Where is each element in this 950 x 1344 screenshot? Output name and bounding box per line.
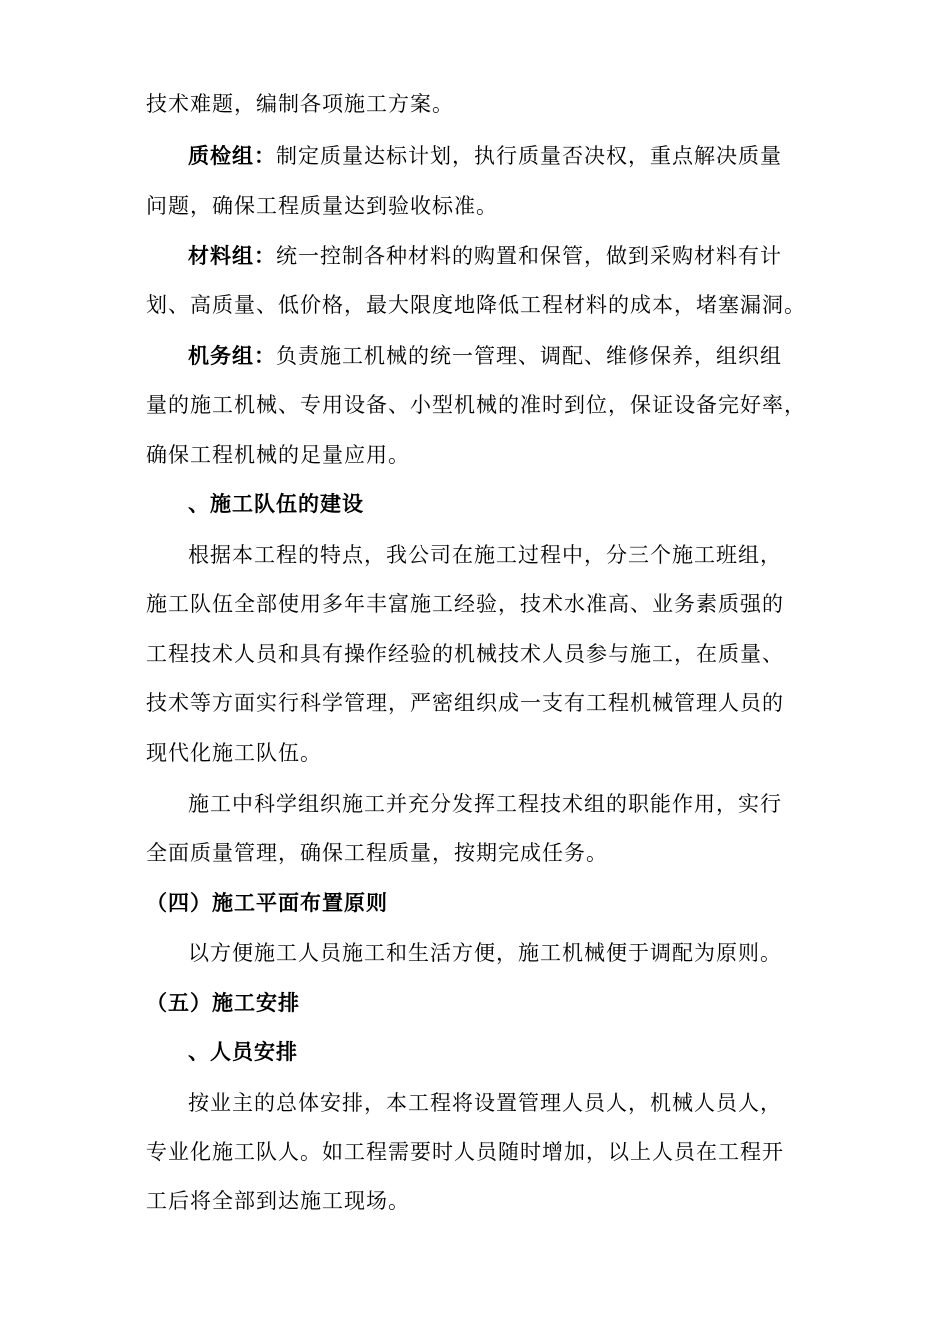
paragraph-line: 施工队伍全部使用多年丰富施工经验，技术水准高、业务素质强的 [146,592,784,616]
section-heading-team: 、施工队伍的建设 [188,491,364,516]
paragraph-line: 技术难题，编制各项施工方案。 [146,92,454,116]
quality-label: 质检组： [188,143,276,168]
paragraph-line: 确保工程机械的足量应用。 [146,443,410,467]
paragraph-line: 专业化施工队人。如工程需要时人员随时增加，以上人员在工程开 [146,1140,784,1164]
section-heading-staff: 、人员安排 [188,1039,298,1064]
quality-text: 制定质量达标计划，执行质量否决权，重点解决质量 [276,144,782,168]
section-heading-5: （五）施工安排 [146,990,300,1015]
material-label: 材料组： [188,243,276,268]
paragraph-machine-line [188,341,782,371]
paragraph-material-line [188,241,782,271]
paragraph-line: 量的施工机械、专用设备、小型机械的准时到位，保证设备完好率， [146,393,806,417]
paragraph-line: 划、高质量、低价格，最大限度地降低工程材料的成本，堵塞漏洞。 [146,293,806,317]
paragraph-line: 工后将全部到达施工现场。 [146,1189,410,1213]
paragraph-line: 工程技术人员和具有操作经验的机械技术人员参与施工，在质量、 [146,642,784,666]
machine-label: 机务组： [188,343,276,368]
paragraph-line: 技术等方面实行科学管理，严密组织成一支有工程机械管理人员的 [146,691,784,715]
paragraph-line: 现代化施工队伍。 [146,741,322,765]
material-text: 统一控制各种材料的购置和保管，做到采购材料有计 [276,244,782,268]
paragraph-line: 全面质量管理，确保工程质量，按期完成任务。 [146,841,608,865]
section-heading-4: （四）施工平面布置原则 [146,890,388,915]
paragraph-line: 根据本工程的特点，我公司在施工过程中，分三个施工班组， [188,543,782,567]
paragraph-line: 施工中科学组织施工并充分发挥工程技术组的职能作用，实行 [188,792,782,816]
paragraph-line: 按业主的总体安排，本工程将设置管理人员人，机械人员人， [188,1091,782,1115]
machine-text: 负责施工机械的统一管理、调配、维修保养，组织组 [276,344,782,368]
paragraph-line: 问题，确保工程质量达到验收标准。 [146,194,498,218]
paragraph-quality-line [188,141,782,171]
paragraph-line: 以方便施工人员施工和生活方便，施工机械便于调配为原则。 [188,941,782,965]
